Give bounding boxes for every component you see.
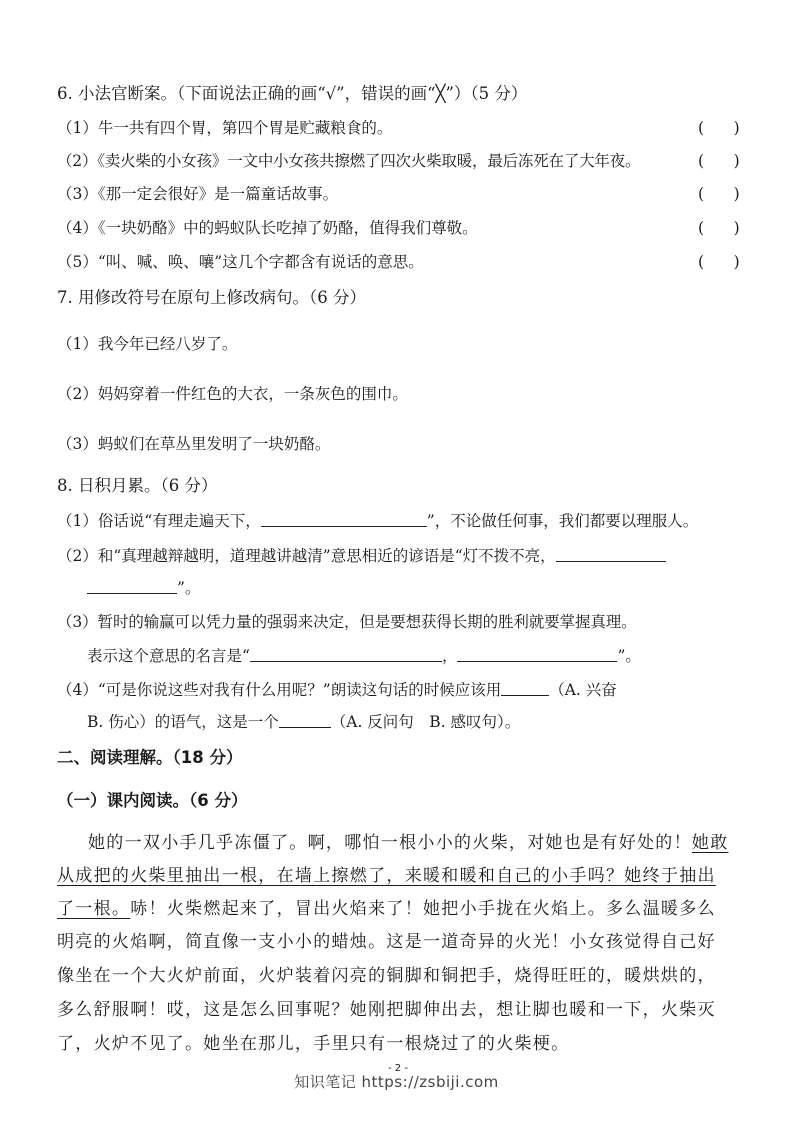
q7-title: 7. 用修改符号在原句上修改病句。（6 分） <box>57 288 366 307</box>
q8-item-4-cont <box>87 712 520 732</box>
q6-item-4: （4）《一块奶酪》中的蚂蚁队长吃掉了奶酪，值得我们尊敬。 <box>57 219 478 237</box>
q8-item-2-suffix: ”。 <box>177 579 201 597</box>
section-2-heading: 二、阅读理解。（18 分） <box>57 748 243 767</box>
passage-underlined-3: 了一根。 <box>57 899 131 919</box>
passage-line-5: 像坐在一个大火炉前面，火炉装着闪亮的铜脚和铜把手，烧得旺旺的，暖烘烘的， <box>57 966 716 986</box>
q8-blank-1[interactable] <box>261 512 427 527</box>
q8-item-3-lead: 表示这个意思的名言是“ <box>87 647 250 665</box>
q6-item-2: （2）《卖火柴的小女孩》一文中小女孩共擦燃了四次火柴取暖，最后冻死在了大年夜。 <box>57 152 641 170</box>
q8-item-2 <box>57 546 666 566</box>
q8-blank-4a[interactable] <box>501 681 549 696</box>
q8-blank-2a[interactable] <box>556 547 666 562</box>
q6-item-1: （1）牛一共有四个胃，第四个胃是贮藏粮食的。 <box>57 119 393 137</box>
q8-item-4 <box>57 680 617 700</box>
q8-title: 8. 日积月累。（6 分） <box>57 476 218 495</box>
passage-line-1-text: 她的一双小手几乎冻僵了。啊，哪怕一根小小的火柴，对她也是有好处的！ <box>88 833 692 853</box>
q8-item-4-optA: （A. 兴奋 <box>549 681 617 699</box>
q8-blank-3a[interactable] <box>250 647 442 662</box>
q6-answer-box-5[interactable]: ( ) <box>698 253 740 271</box>
q6-item-3: （3）《那一定会很好》是一篇童话故事。 <box>57 185 339 203</box>
passage-line-3-text: 哧！火柴燃起来了，冒出火焰来了！她把小手拢在火焰上。多么温暖多么 <box>130 899 716 919</box>
passage-line-4: 明亮的火焰啊，简直像一支小小的蜡烛。这是一道奇异的火光！小女孩觉得自己好 <box>57 932 716 952</box>
q6-item-5: （5）“叫、喊、唤、嚷”这几个字都含有说话的意思。 <box>57 253 424 271</box>
passage-line-7: 了，火炉不见了。她坐在那儿，手里只有一根烧过了的火柴梗。 <box>57 1034 570 1054</box>
q8-item-1-prefix: （1）俗话说“有理走遍天下， <box>57 512 261 530</box>
q7-item-1: （1）我今年已经八岁了。 <box>57 335 238 353</box>
passage-line-2: 从成把的火柴里抽出一根，在墙上擦燃了，来暖和暖和自己的小手吗？她终于抽出 <box>57 866 716 886</box>
q8-item-3-cont <box>87 646 641 666</box>
q8-item-1-suffix: ”，不论做任何事，我们都要以理服人。 <box>426 512 699 530</box>
q6-title: 6. 小法官断案。（下面说法正确的画“√”，错误的画“╳”）（5 分） <box>57 84 528 103</box>
q8-blank-2b[interactable] <box>87 579 177 594</box>
q8-item-2-cont <box>87 578 200 598</box>
q8-blank-4b[interactable] <box>279 713 331 728</box>
passage-underlined-1: 她敢 <box>691 833 729 853</box>
q6-answer-box-4[interactable]: ( ) <box>698 219 740 237</box>
passage-line-3 <box>57 899 716 919</box>
q6-answer-box-3[interactable]: ( ) <box>698 185 740 203</box>
q8-item-3-comma: ， <box>441 647 458 665</box>
q6-answer-box-2[interactable]: ( ) <box>698 152 740 170</box>
q8-item-4-mid: B. 伤心）的语气，这是一个 <box>87 713 279 731</box>
q7-item-3: （3）蚂蚁们在草丛里发明了一块奶酪。 <box>57 435 331 453</box>
q8-item-4-suffix: （A. 反问句 B. 感叹句）。 <box>330 713 521 731</box>
q8-blank-3b[interactable] <box>457 647 617 662</box>
passage-line-1 <box>88 833 729 853</box>
q8-item-4-prefix: （4）“可是你说这些对我有什么用呢？”朗读这句话的时候应该用 <box>57 681 502 699</box>
q8-item-3: （3）暂时的输赢可以凭力量的强弱来决定，但是要想获得长期的胜利就要掌握真理。 <box>57 613 637 631</box>
q8-item-3-suffix: ”。 <box>617 647 641 665</box>
page-number: - 2 - <box>388 1063 408 1074</box>
passage-line-6: 多么舒服啊！哎，这是怎么回事呢？她刚把脚伸出去，想让脚也暖和一下，火柴灭 <box>57 1000 716 1020</box>
watermark: 知识笔记 https://zsbiji.com <box>294 1073 499 1091</box>
q7-item-2: （2）妈妈穿着一件红色的大衣，一条灰色的围巾。 <box>57 385 408 403</box>
section-2-subheading: （一）课内阅读。（6 分） <box>57 791 248 810</box>
q6-answer-box-1[interactable]: ( ) <box>698 119 740 137</box>
q8-item-2-prefix: （2）和“真理越辩越明，道理越讲越清”意思相近的谚语是“灯不拨不亮， <box>57 547 556 565</box>
q8-item-1 <box>57 511 698 531</box>
